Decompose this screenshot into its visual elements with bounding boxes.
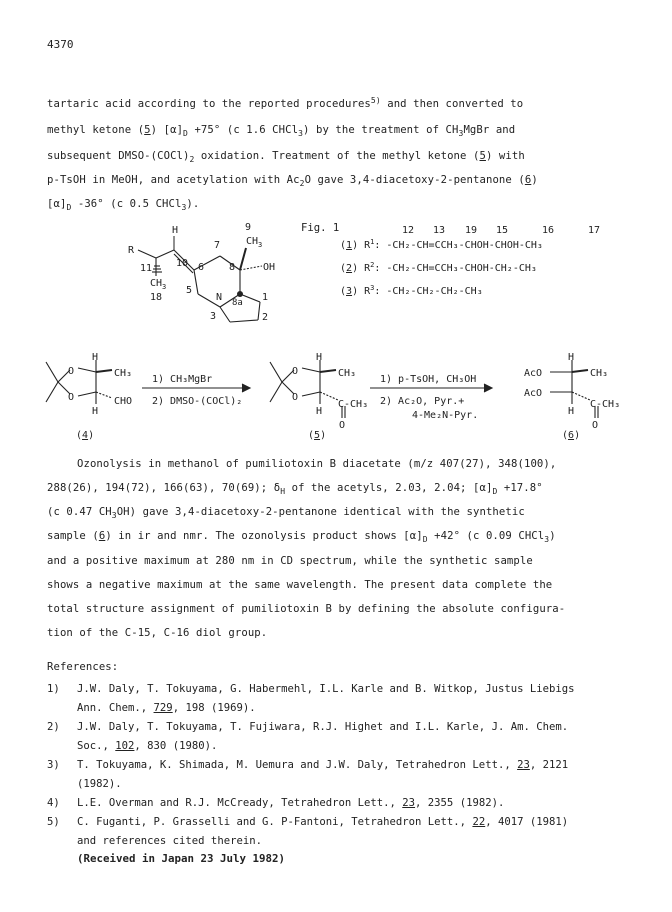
r-group-definitions [340, 222, 630, 302]
compound-4-label: (4) [76, 430, 95, 441]
compound-4-oxygen-2: O [68, 392, 75, 403]
carbon-number-16: 16 [542, 225, 555, 236]
atom-number-8: 8 [229, 262, 236, 273]
compound-5-oxygen-1: O [292, 366, 299, 377]
compound-5-carbonyl-o: O [339, 420, 346, 431]
nitrogen-atom: N [216, 292, 223, 303]
r1-definition: (1) $R^1$: -CH₂-CH=CCH₃-CHOH-CHOH-CH₃ [340, 238, 543, 251]
atom-number-3: 3 [210, 311, 217, 322]
compound-4-oxygen-1: O [68, 366, 75, 377]
ref-2-line-2: Soc., 102, 830 (1980). [77, 740, 218, 752]
body-line-7: total structure assignment of pumiliotoxin B by defining the absolute configura- [47, 603, 566, 615]
reaction-scheme [40, 352, 650, 448]
compound-6-ch3: CH₃ [590, 368, 609, 379]
body-line-6: shows a negative maximum at the same wavelength. The present data complete the [47, 579, 553, 591]
atom-number-7: 7 [214, 240, 221, 251]
received-date: (Received in Japan 23 July 1982) [77, 852, 286, 865]
ref-2-line-1: J.W. Daly, T. Tokuyama, T. Fujiwara, R.J. Highet and I.L. Karle, J. Am. Chem. [77, 721, 569, 733]
compound-6-h-bottom: H [568, 406, 575, 417]
compound-5-acetyl: C-CH₃ [338, 399, 369, 410]
compound-4-cho: CHO [114, 396, 133, 407]
ch3-top: $CH_3$ [246, 236, 263, 249]
intro-line-4: p-TsOH in MeOH, and acetylation with $Ac_2O$ gave 3,4-diacetoxy-2-pentanone (6) [47, 174, 538, 188]
intro-line-2: methyl ketone (5) $[\alpha]_D +75^\circ$ (c 1.6 CHCl$_3$) by the treatment of $CH_3MgBr$ and [47, 124, 516, 138]
compound-6-carbonyl-o: O [592, 420, 599, 431]
compound-5-oxygen-2: O [292, 392, 299, 403]
atom-number-5: 5 [186, 285, 193, 296]
carbon-number-13: 13 [433, 225, 446, 236]
h-atom: H [172, 225, 179, 236]
ref-2-number: 2) [47, 721, 60, 733]
compound-5-ch3: CH₃ [338, 368, 357, 379]
carbon-number-15: 15 [496, 225, 509, 236]
carbon-number-17: 17 [588, 225, 601, 236]
atom-number-1: 1 [262, 292, 269, 303]
stereocenter-dot [237, 291, 243, 297]
arrow-1-reagent-2: 2) DMSO-(COCl)₂ [152, 396, 243, 407]
ref-1-line-2: Ann. Chem., 729, 198 (1969). [77, 702, 256, 714]
atom-number-10: 10 [176, 258, 189, 269]
ref-3-number: 3) [47, 759, 60, 771]
ref-4-line-1: L.E. Overman and R.J. McCready, Tetrahedron Lett., 23, 2355 (1982). [77, 797, 505, 809]
compound-6-acetyl: C-CH₃ [590, 399, 621, 410]
intro-line-3: subsequent DMSO-$(COCl)_2$ oxidation. Treatment of the methyl ketone (5) with [47, 150, 525, 164]
carbon-number-19: 19 [465, 225, 478, 236]
references-heading: References: [47, 661, 119, 673]
compound-6-aco-2: AcO [524, 388, 543, 399]
intro-line-1: tartaric acid according to the reported procedures$^{5)}$ and then converted to [47, 96, 524, 110]
compound-4-h-bottom: H [92, 406, 99, 417]
atom-number-8a: 8a [232, 298, 243, 308]
body-line-2: 288(26), 194(72), 166(63), 70(69); $\delta_H$ of the acetyls, 2.03, 2.04; $[\alpha]_D +17.8^\circ$ [47, 482, 543, 496]
carbon-number-12: 12 [402, 225, 415, 236]
arrow-2-reagent-3: 4-Me₂N-Pyr. [412, 410, 479, 421]
compound-6-h-top: H [568, 352, 575, 363]
ref-5-line-2: and references cited therein. [77, 835, 262, 847]
ref-5-line-1: C. Fuganti, P. Grasselli and G. P-Fantoni, Tetrahedron Lett., 22, 4017 (1981) [77, 816, 569, 828]
page-number: 4370 [47, 38, 74, 51]
ref-3-line-2: (1982). [77, 778, 122, 790]
r-group-label: R [128, 245, 135, 256]
r3-definition: (3) $R^3$: -CH₂-CH₂-CH₂-CH₃ [340, 284, 483, 297]
intro-line-5: $[\alpha]_D$ -36° (c 0.5 CHCl$_3$). [47, 198, 200, 212]
arrow-1-reagent-1: 1) CH₃MgBr [152, 374, 213, 385]
body-line-4: sample (6) in ir and nmr. The ozonolysis product shows $[\alpha]_D +42^\circ$ (c 0.09 CHCl$_3$) [47, 530, 556, 544]
compound-5-h-bottom: H [316, 406, 323, 417]
compound-4-h: H [92, 352, 99, 363]
arrow-2-reagent-2: 2) Ac₂O, Pyr.+ [380, 396, 465, 407]
compound-5-label: (5) [308, 430, 327, 441]
body-line-8: tion of the C-15, C-16 diol group. [47, 627, 268, 639]
atom-number-18: 18 [150, 292, 163, 303]
body-line-5: and a positive maximum at 280 nm in CD spectrum, while the synthetic sample [47, 555, 533, 567]
ref-4-number: 4) [47, 797, 60, 809]
atom-number-2: 2 [262, 312, 269, 323]
arrow-2-reagent-1: 1) p-TsOH, CH₃OH [380, 374, 477, 385]
ref-1-number: 1) [47, 683, 60, 695]
ref-3-line-1: T. Tokuyama, K. Shimada, M. Uemura and J.W. Daly, Tetrahedron Lett., 23, 2121 [77, 759, 569, 771]
oh-group: OH [263, 262, 276, 273]
atom-number-11: 11 [140, 263, 153, 274]
compound-6-label: (6) [562, 430, 581, 441]
ref-5-number: 5) [47, 816, 60, 828]
pumiliotoxin-structure [110, 214, 310, 330]
ch3-methyl: $CH_3$ [150, 278, 167, 291]
atom-number-9: 9 [245, 222, 252, 233]
body-line-3: (c 0.47 $CH_3OH$) gave 3,4-diacetoxy-2-pentanone identical with the synthetic [47, 506, 525, 520]
body-line-1: Ozonolysis in methanol of pumiliotoxin B diacetate (m/z 407(27), 348(100), [77, 458, 557, 470]
r2-definition: (2) $R^2$: -CH₂-CH=CCH₃-CHOH-CH₂-CH₃ [340, 261, 537, 274]
compound-4-ch3: CH₃ [114, 368, 133, 379]
compound-6-aco-1: AcO [524, 368, 543, 379]
ref-1-line-1: J.W. Daly, T. Tokuyama, G. Habermehl, I.L. Karle and B. Witkop, Justus Liebigs [77, 683, 575, 695]
compound-5-h: H [316, 352, 323, 363]
figure-caption: Fig. 1 [301, 222, 340, 234]
atom-number-6: 6 [198, 262, 205, 273]
